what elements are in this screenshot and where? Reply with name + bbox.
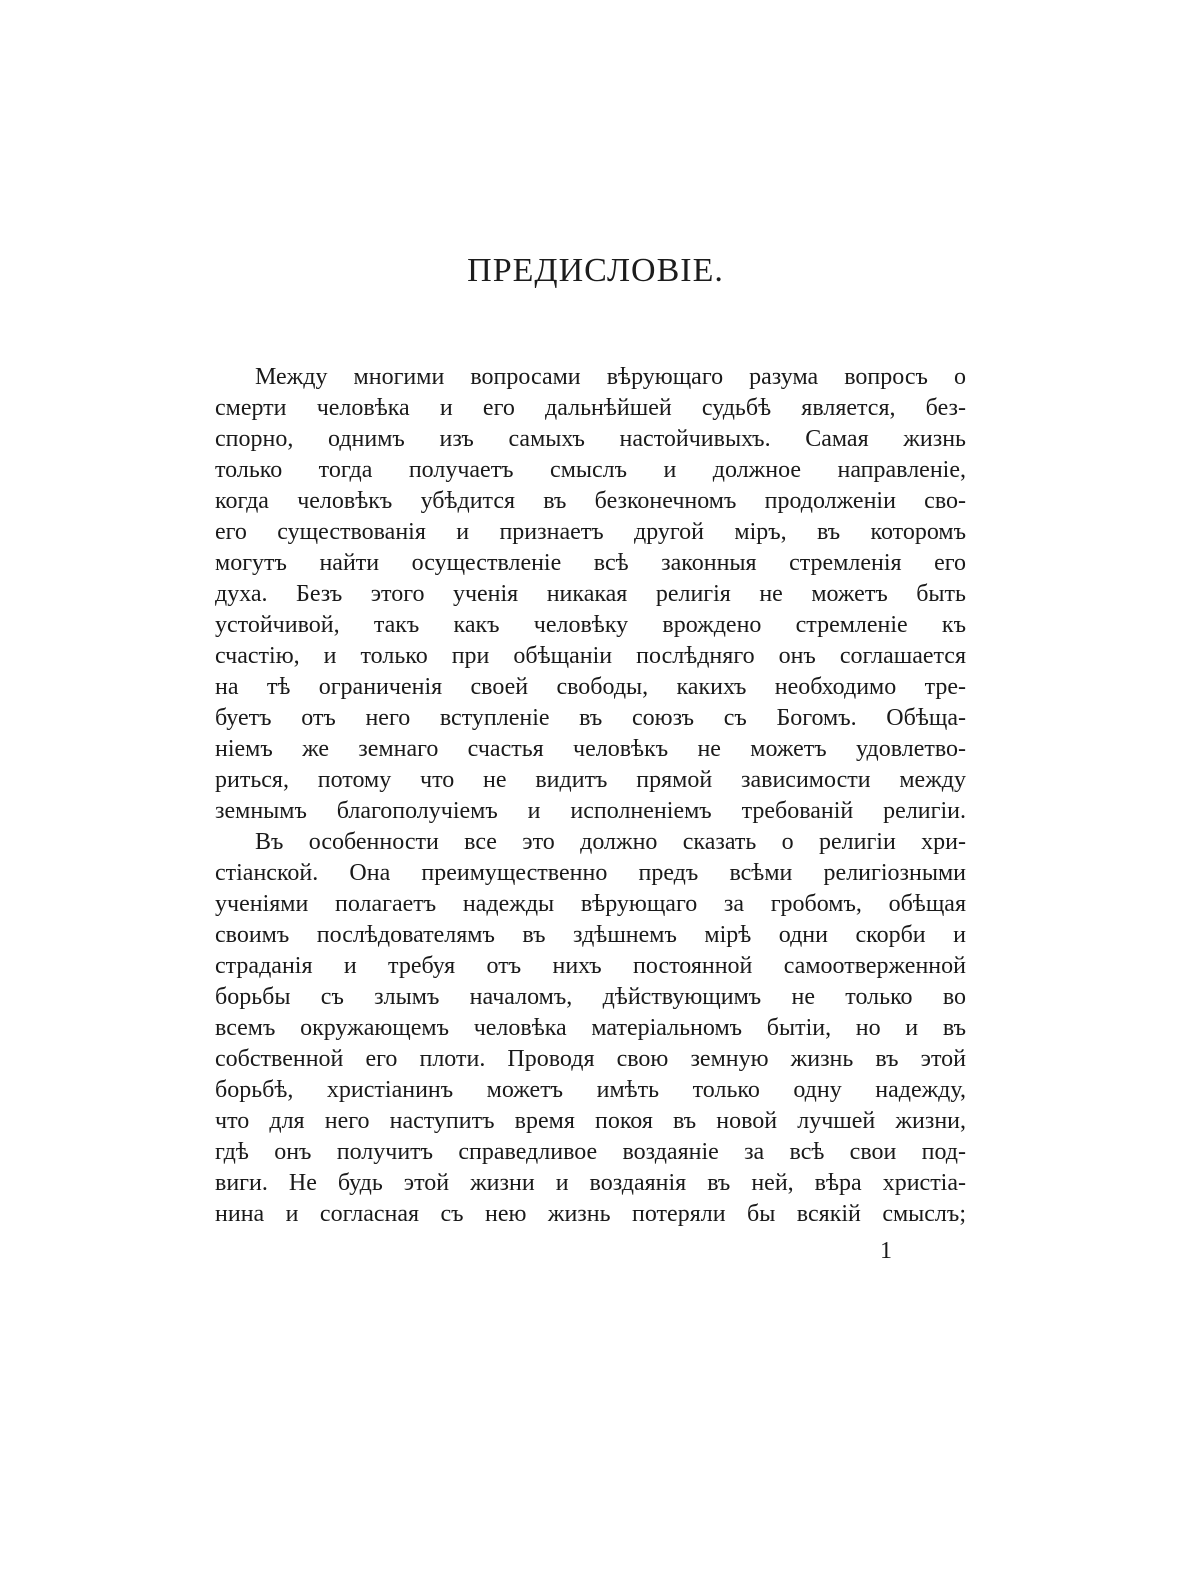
text-line: духа. Безъ этого ученія никакая религія не можетъ быть	[215, 581, 966, 607]
text-line: смерти человѣка и его дальнѣйшей судьбѣ является, без-	[215, 395, 966, 421]
page-number: 1	[880, 1238, 892, 1264]
text-line: его существованія и признаетъ другой міръ, въ которомъ	[215, 519, 966, 545]
page-title: ПРЕДИСЛОВІЕ.	[467, 252, 724, 289]
text-line: борьбы съ злымъ началомъ, дѣйствующимъ не только во	[215, 984, 966, 1010]
text-line: земнымъ благополучіемъ и исполненіемъ требованій религіи.	[215, 798, 966, 824]
text-line: своимъ послѣдователямъ въ здѣшнемъ мірѣ одни скорби и	[215, 922, 966, 948]
text-line: всемъ окружающемъ человѣка матеріальномъ бытіи, но и въ	[215, 1015, 966, 1041]
text-line: собственной его плоти. Проводя свою земную жизнь въ этой	[215, 1046, 966, 1072]
body-text	[215, 362, 966, 1230]
text-line: ніемъ же земнаго счастья человѣкъ не можетъ удовлетво-	[215, 736, 966, 762]
text-line: на тѣ ограниченія своей свободы, какихъ необходимо тре-	[215, 674, 966, 700]
text-line: нина и согласная съ нею жизнь потеряли бы всякій смыслъ;	[215, 1201, 966, 1227]
text-line: буетъ отъ него вступленіе въ союзъ съ Богомъ. Обѣща-	[215, 705, 966, 731]
text-line: стіанской. Она преимущественно предъ всѣми религіозными	[215, 860, 966, 886]
text-line: Между многими вопросами вѣрующаго разума вопросъ о	[255, 364, 966, 390]
text-line: гдѣ онъ получитъ справедливое воздаяніе за всѣ свои под-	[215, 1139, 966, 1165]
text-line: когда человѣкъ убѣдится въ безконечномъ продолженіи сво-	[215, 488, 966, 514]
text-line: страданія и требуя отъ нихъ постоянной самоотверженной	[215, 953, 966, 979]
text-line: устойчивой, такъ какъ человѣку врождено стремленіе къ	[215, 612, 966, 638]
text-line: что для него наступитъ время покоя въ новой лучшей жизни,	[215, 1108, 966, 1134]
text-line: борьбѣ, христіанинъ можетъ имѣть только одну надежду,	[215, 1077, 966, 1103]
text-line: виги. Не будь этой жизни и воздаянія въ ней, вѣра христіа-	[215, 1170, 966, 1196]
text-line: счастію, и только при обѣщаніи послѣдняго онъ соглашается	[215, 643, 966, 669]
text-line: Въ особенности все это должно сказать о религіи хри-	[255, 829, 966, 855]
text-line: спорно, однимъ изъ самыхъ настойчивыхъ. Самая жизнь	[215, 426, 966, 452]
text-line: могутъ найти осуществленіе всѣ законныя стремленія его	[215, 550, 966, 576]
text-line: только тогда получаетъ смыслъ и должное направленіе,	[215, 457, 966, 483]
text-line: ученіями полагаетъ надежды вѣрующаго за гробомъ, обѣщая	[215, 891, 966, 917]
text-line: риться, потому что не видитъ прямой зависимости между	[215, 767, 966, 793]
